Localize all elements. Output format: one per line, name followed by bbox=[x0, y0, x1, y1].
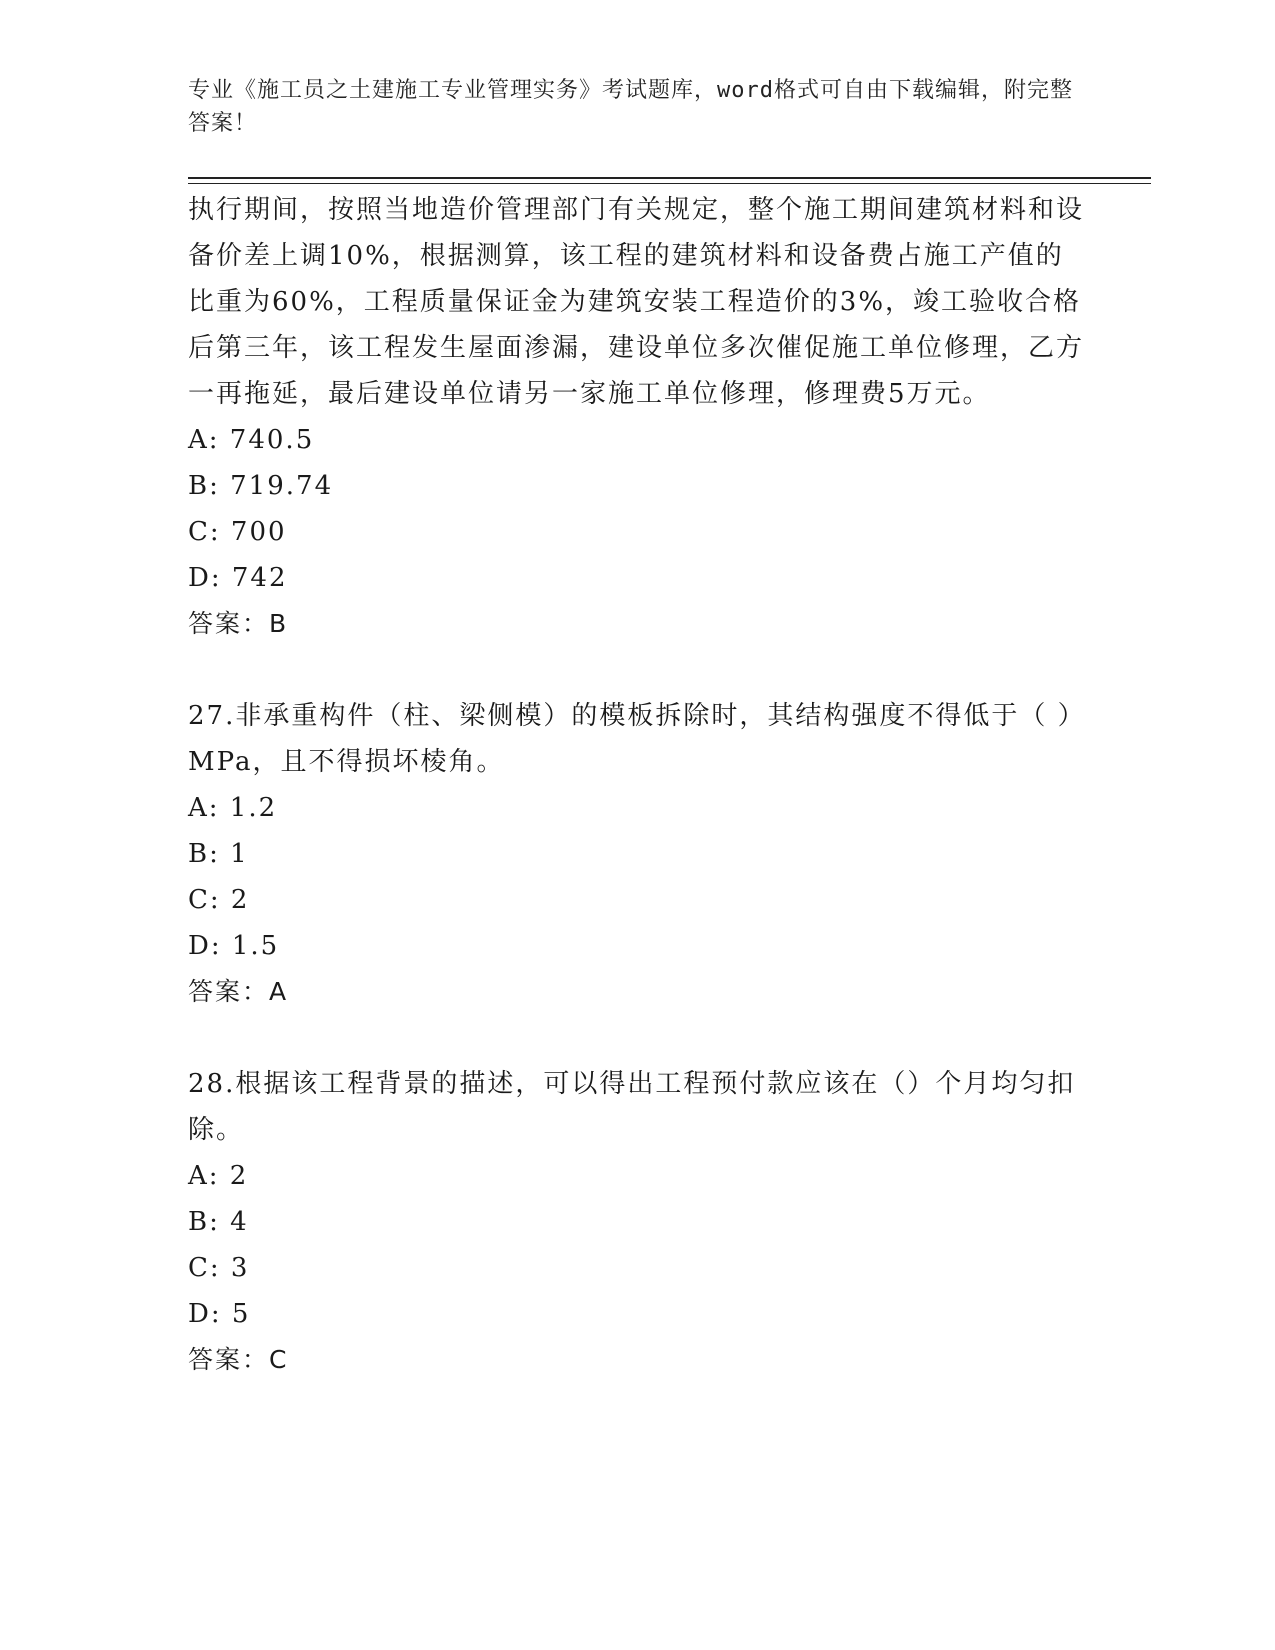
option-b: B: 4 bbox=[188, 1207, 249, 1237]
option-c: C: 3 bbox=[188, 1253, 250, 1283]
option-c: C: 2 bbox=[188, 885, 250, 915]
document-header: 专业《施工员之土建施工专业管理实务》考试题库，word格式可自由下载编辑，附完整答案！ bbox=[188, 78, 1073, 136]
question-text: 27.非承重构件（柱、梁侧模）的模板拆除时，其结构强度不得低于（ ）MPa，且不得损坏棱角。 bbox=[188, 701, 1086, 777]
question-block-28 bbox=[188, 1061, 1088, 1383]
option-a: A: 1.2 bbox=[188, 793, 278, 823]
header-divider-thick bbox=[188, 177, 1151, 179]
question-text: 执行期间，按照当地造价管理部门有关规定，整个施工期间建筑材料和设备价差上调10%，根据测算，该工程的建筑材料和设备费占施工产值的比重为60%，工程质量保证金为建筑安装工程造价的3%，竣工验收合格后第三年，该工程发生屋面渗漏，建设单位多次催促施工单位修理，乙方一再拖延，最后建设单位请另一家施工单位修理，修理费5万元。 bbox=[188, 195, 1085, 409]
option-b: B: 1 bbox=[188, 839, 249, 869]
question-text: 28.根据该工程背景的描述，可以得出工程预付款应该在（）个月均匀扣除。 bbox=[188, 1069, 1076, 1145]
option-d: D: 5 bbox=[188, 1299, 251, 1329]
option-d: D: 742 bbox=[188, 563, 288, 593]
spacer bbox=[188, 1015, 1088, 1061]
answer-label: 答案：C bbox=[188, 1345, 289, 1374]
option-a: A: 740.5 bbox=[188, 425, 315, 455]
question-content bbox=[188, 187, 1088, 1383]
question-block-27 bbox=[188, 693, 1088, 1015]
option-a: A: 2 bbox=[188, 1161, 249, 1191]
spacer bbox=[188, 647, 1088, 693]
option-d: D: 1.5 bbox=[188, 931, 280, 961]
answer-label: 答案：A bbox=[188, 977, 289, 1006]
answer-label: 答案：B bbox=[188, 609, 289, 638]
question-block-26-continuation bbox=[188, 187, 1088, 647]
header-divider-thin bbox=[188, 183, 1151, 184]
option-c: C: 700 bbox=[188, 517, 287, 547]
option-b: B: 719.74 bbox=[188, 471, 334, 501]
